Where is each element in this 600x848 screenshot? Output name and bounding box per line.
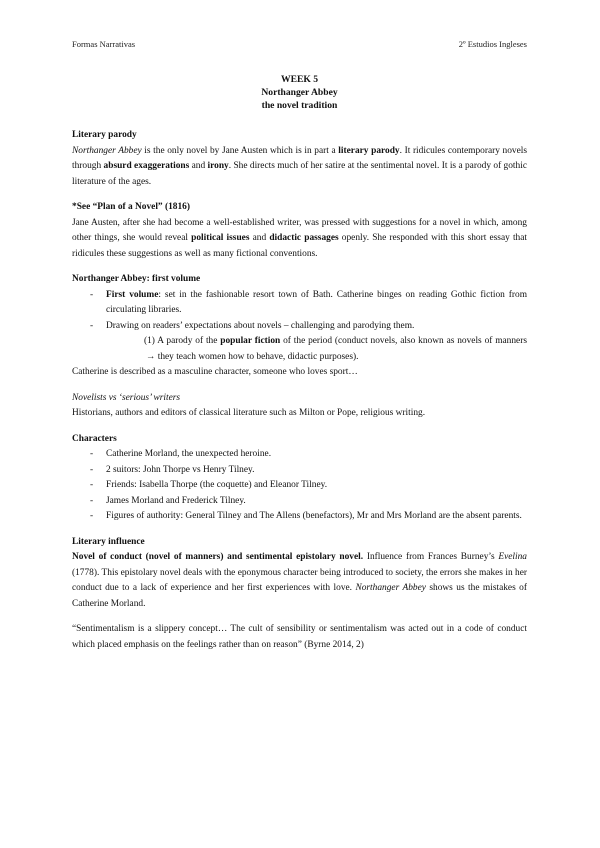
influence-paragraph	[72, 550, 527, 612]
header-right: 2º Estudios Ingleses	[458, 39, 527, 49]
title-novel: Northanger Abbey	[261, 87, 338, 98]
plan-didactic: didactic passages	[269, 233, 339, 243]
influence-evelina: Evelina	[498, 552, 527, 562]
document-body	[72, 73, 527, 653]
numbered-text-c: of the period (conduct novels, also known as novels of manners → they teach women how to behave, didactic purposes).	[146, 336, 527, 362]
section-heading-novelists: Novelists vs ‘serious’ writers	[72, 392, 181, 403]
section-heading-first-volume: Northanger Abbey: first volume	[72, 274, 201, 284]
header-left: Formas Narrativas	[72, 39, 136, 49]
parody-text-a: is the only novel by Jane Austen which is in part a	[141, 145, 339, 156]
parody-irony: irony	[207, 161, 229, 171]
parody-exaggerations: absurd exaggerations	[103, 161, 190, 171]
first-volume-label: First volume	[106, 289, 159, 300]
parody-novel-title: Northanger Abbey	[72, 145, 142, 156]
influence-genres: Novel of conduct (novel of manners) and sentimental epistolary novel.	[72, 552, 364, 562]
parody-text-g: . She directs much of her satire at the sentimental novel. It is a parody of gothic literature of the ages.	[72, 161, 527, 187]
influence-text-c: (1778). This epistolary novel deals with the eponymous character being introduced to society, the errors she makes in her conduct due to a lack of experience and her first experiences with love.	[72, 567, 527, 593]
section-heading-plan: *See “Plan of a Novel” (1816)	[72, 202, 190, 212]
parody-text-c: . It ridicules contemporary novels through	[72, 145, 528, 171]
influence-text-a: Influence from Frances Burney’s	[363, 552, 499, 562]
section-heading-characters: Characters	[72, 433, 117, 444]
first-volume-closing: Catherine is described as a masculine character, someone who loves sport…	[72, 367, 358, 377]
section-heading-literary-parody: Literary parody	[72, 130, 137, 140]
first-volume-text: : set in the fashionable resort town of Bath. Catherine binges on reading Gothic fiction from circulating libraries.	[106, 289, 527, 315]
plan-text-c: and	[249, 233, 270, 243]
list-item: - Drawing on readers’ expectations about novels – challenging and parodying them.	[90, 319, 527, 335]
numbered-text-a: (1) A parody of the	[144, 336, 221, 346]
title-subtitle: the novel tradition	[261, 100, 338, 111]
list-item: - 2 suitors: John Thorpe vs Henry Tilney.	[90, 463, 527, 479]
plan-paragraph	[72, 216, 527, 263]
list-item: - Figures of authority: General Tilney and The Allens (benefactors), Mr and Mrs Morland are the absent parents.	[90, 509, 527, 525]
section-heading-influence: Literary influence	[72, 536, 145, 547]
parody-text-e: and	[189, 161, 208, 171]
title-week: WEEK 5	[280, 74, 319, 85]
list-item: - Friends: Isabella Thorpe (the coquette) and Eleanor Tilney.	[90, 478, 527, 494]
influence-text-e: shows us the mistakes of Catherine Morland.	[72, 583, 527, 609]
plan-text-e: openly. She responded with this short essay that ridicules these suggestions as well as many fictional conventions.	[72, 233, 528, 259]
list-item	[90, 288, 527, 319]
numbered-popular-fiction: popular fiction	[220, 336, 281, 346]
literary-parody-paragraph	[72, 144, 527, 191]
first-volume-list	[72, 288, 527, 335]
influence-novel-title: Northanger Abbey	[355, 583, 426, 593]
title-block	[72, 73, 527, 112]
plan-text-a: Jane Austen, after she had become a well-established writer, was pressed with suggestions for a novel in which, among other things, she would reveal	[72, 217, 527, 243]
parody-term: literary parody	[338, 145, 400, 156]
novelists-paragraph: Historians, authors and editors of classical literature such as Milton or Pope, religious writing.	[72, 408, 426, 418]
characters-list	[72, 447, 527, 525]
numbered-point	[72, 334, 527, 365]
list-item: - James Morland and Frederick Tilney.	[90, 494, 527, 510]
list-item: - Catherine Morland, the unexpected heroine.	[90, 447, 527, 463]
sentimentalism-quote: “Sentimentalism is a slippery concept… The cult of sensibility or sentimentalism was acted out in a code of conduct which placed emphasis on the feelings rather than on reason” (Byrne 2014, 2)	[72, 624, 527, 650]
plan-political: political issues	[191, 233, 250, 243]
